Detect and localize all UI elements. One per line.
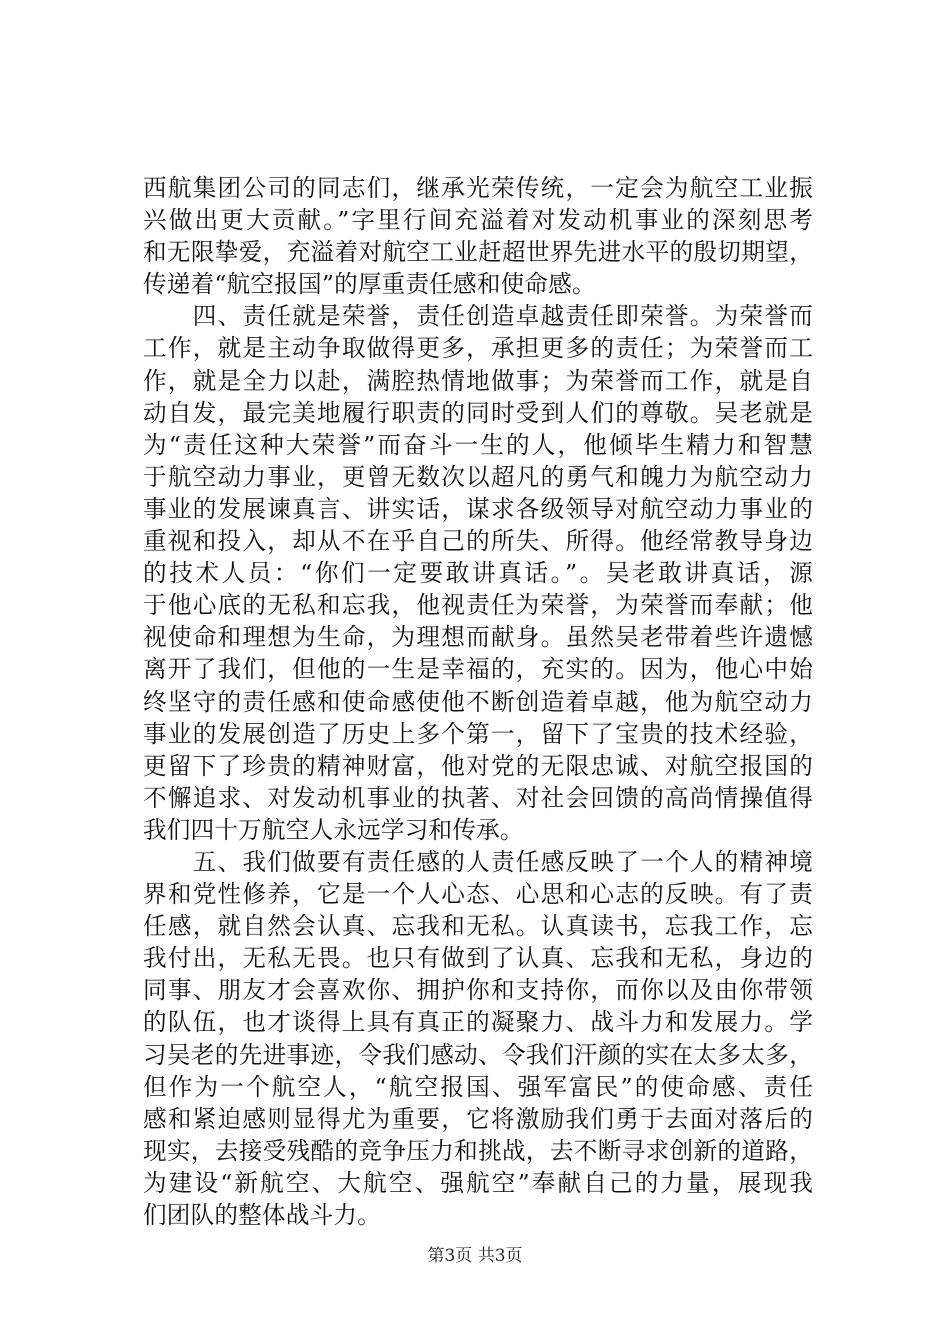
text-line: 五、我们做要有责任感的人责任感反映了一个人的精神境 [143,847,813,876]
text-line: 视使命和理想为生命，为理想而献身。虽然吴老带着些许遗憾 [143,623,813,652]
page-number-label: 第3页 共3页 [427,1246,523,1266]
text-line: 同事、朋友才会喜欢你、拥护你和支持你，而你以及由你带领 [143,976,813,1005]
text-line: 我们四十万航空人永远学习和传承。 [143,815,524,844]
text-line: 为“责任这种大荣誉”而奋斗一生的人，他倾毕生精力和智慧 [143,430,813,459]
text-line: 们团队的整体战斗力。 [143,1201,381,1229]
text-line: 但作为一个航空人，“航空报国、强军富民”的使命感、责任 [143,1072,813,1101]
paragraph-continued [143,172,813,300]
text-line: 于航空动力事业，更曾无数次以超凡的勇气和魄力为航空动力 [143,462,813,491]
text-line: 重视和投入，却从不在乎自己的所失、所得。他经常教导身边 [143,527,813,556]
text-line: 任感，就自然会认真、忘我和无私。认真读书，忘我工作，忘 [143,912,813,941]
text-line: 事业的发展谏真言、讲实话，谋求各级领导对航空动力事业的 [143,494,813,523]
text-line: 习吴老的先进事迹，令我们感动、令我们汗颜的实在太多太多， [143,1040,813,1069]
paragraph-section-four [143,300,813,846]
text-line: 现实，去接受残酷的竞争压力和挑战，去不断寻求创新的道路， [143,1136,813,1165]
text-line: 的队伍，也才谈得上具有真正的凝聚力、战斗力和发展力。学 [143,1008,813,1037]
text-line: 不懈追求、对发动机事业的执著、对社会回馈的高尚情操值得 [143,783,813,812]
text-line: 于他心底的无私和忘我，他视责任为荣誉，为荣誉而奉献；他 [143,591,813,620]
text-line: 作，就是全力以赴，满腔热情地做事；为荣誉而工作，就是自 [143,366,813,395]
text-line: 的技术人员：“你们一定要敢讲真话。”。吴老敢讲真话，源 [143,559,813,588]
text-line: 传递着“航空报国”的厚重责任感和使命感。 [143,270,596,299]
text-line: 为建设“新航空、大航空、强航空”奉献自己的力量，展现我 [143,1168,813,1197]
text-line: 动自发，最完美地履行职责的同时受到人们的尊敬。吴老就是 [143,398,813,427]
text-line: 事业的发展创造了历史上多个第一，留下了宝贵的技术经验， [143,719,813,748]
text-line: 四、责任就是荣誉，责任创造卓越责任即荣誉。为荣誉而 [143,302,813,331]
text-line: 我付出，无私无畏。也只有做到了认真、忘我和无私，身边的 [143,944,813,973]
text-line: 离开了我们，但他的一生是幸福的，充实的。因为，他心中始 [143,655,813,684]
text-line: 兴做出更大贡献。”字里行间充溢着对发动机事业的深刻思考 [143,206,813,235]
document-body [143,172,813,1231]
text-line: 和无限挚爱，充溢着对航空工业赶超世界先进水平的殷切期望， [143,238,813,267]
page-footer [0,1245,950,1267]
text-line: 终坚守的责任感和使命感使他不断创造着卓越，他为航空动力 [143,687,813,716]
text-line: 更留下了珍贵的精神财富，他对党的无限忠诚、对航空报国的 [143,751,813,780]
text-line: 感和紧迫感则显得尤为重要，它将激励我们勇于去面对落后的 [143,1104,813,1133]
text-line: 界和党性修养，它是一个人心态、心思和心志的反映。有了责 [143,880,813,909]
text-line: 西航集团公司的同志们，继承光荣传统，一定会为航空工业振 [143,174,813,202]
paragraph-section-five [143,846,813,1231]
text-line: 工作，就是主动争取做得更多，承担更多的责任；为荣誉而工 [143,334,813,363]
